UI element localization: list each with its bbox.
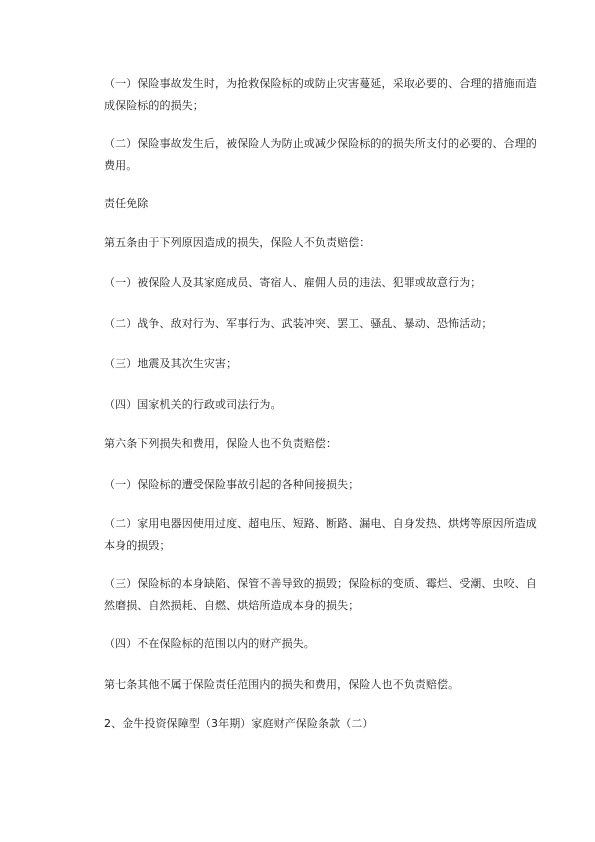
article-5-item-2: （二）战争、敌对行为、军事行为、武装冲突、罢工、骚乱、暴动、恐怖活动； xyxy=(104,317,493,330)
article-6: 第六条下列损失和费用，保险人也不负责赔偿： xyxy=(104,437,338,450)
paragraph-clause-1: （一）保险事故发生时，为抢救保险标的或防止灾害蔓延，采取必要的、合理的措施而造成保险标的的损失； xyxy=(104,77,537,112)
article-5: 第五条由于下列原因造成的损失，保险人不负责赔偿： xyxy=(104,236,371,249)
article-5-item-1: （一）被保险人及其家庭成员、寄宿人、雇佣人员的违法、犯罪或故意行为； xyxy=(104,276,482,289)
section-heading-clause-2: 2、金牛投资保障型（3年期）家庭财产保险条款（二） xyxy=(104,717,374,730)
article-7: 第七条其他不属于保险责任范围内的损失和费用，保险人也不负责赔偿。 xyxy=(104,678,460,691)
article-6-item-3: （三）保险标的本身缺陷、保管不善导致的损毁；保险标的变质、霉烂、受潮、虫咬、自然磨损、自然损耗、自燃、烘焙所造成本身的损失； xyxy=(104,577,537,612)
paragraph-clause-2: （二）保险事故发生后，被保险人为防止或减少保险标的的损失所支付的必要的、合理的费用。 xyxy=(104,137,537,172)
article-6-item-4: （四）不在保险标的范围以内的财产损失。 xyxy=(104,637,315,650)
article-5-item-3: （三）地震及其次生灾害； xyxy=(104,357,238,370)
article-6-item-2: （二）家用电器因使用过度、超电压、短路、断路、漏电、自身发热、烘烤等原因所造成本身的损毁； xyxy=(104,517,537,552)
article-6-item-1: （一）保险标的遭受保险事故引起的各种间接损失； xyxy=(104,478,360,491)
section-heading-exclusions: 责任免除 xyxy=(104,197,149,210)
article-5-item-4: （四）国家机关的行政或司法行为。 xyxy=(104,398,282,411)
